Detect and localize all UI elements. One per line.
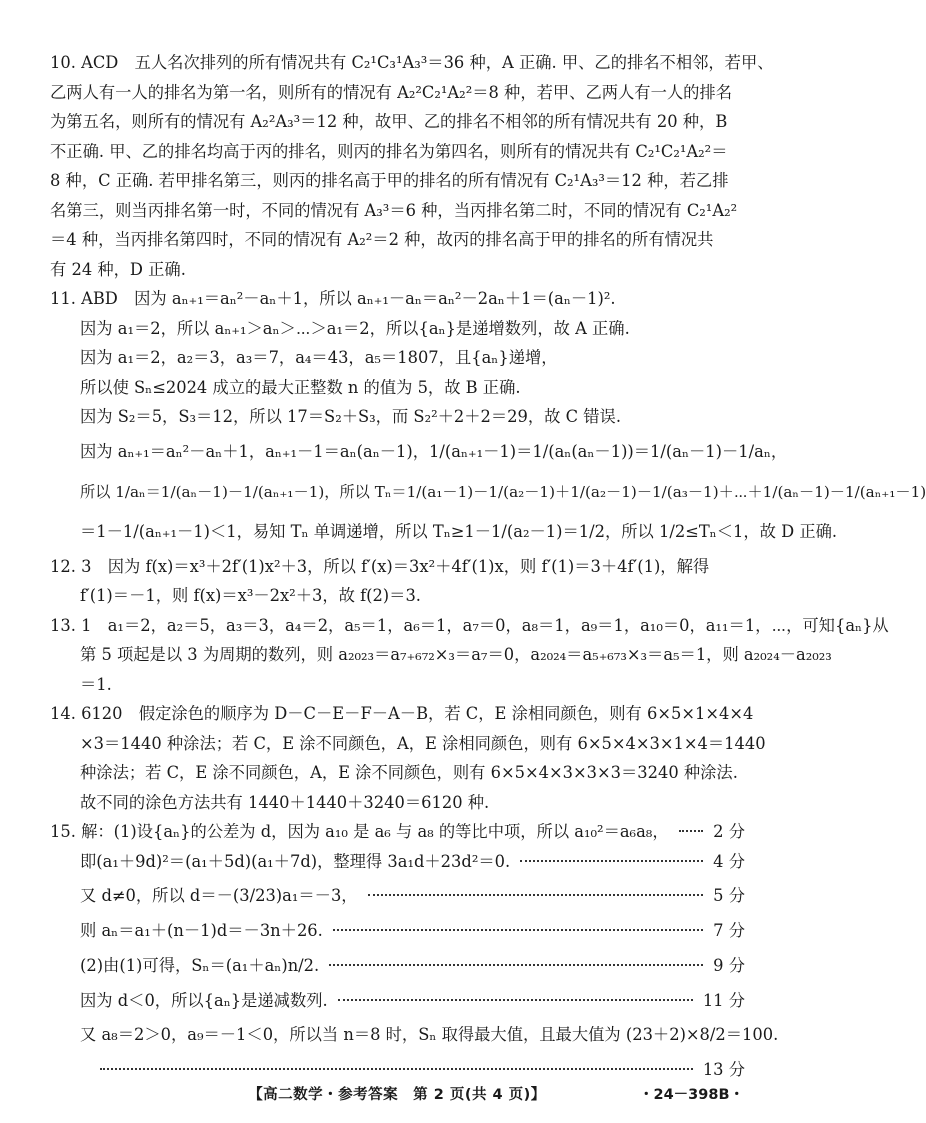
q11-line: 11. ABD 因为 aₙ₊₁＝aₙ²－aₙ＋1，所以 aₙ₊₁－aₙ＝aₙ²－2aₙ＋1＝(aₙ－1)². [50,289,616,308]
q10-line: 为第五名，则所有的情况有 A₂²A₃³＝12 种，故甲、乙的排名不相邻的所有情况共有 20 种，B [50,112,728,131]
q15-row-text: 即(a₁＋9d)²＝(a₁＋5d)(a₁＋7d)，整理得 3a₁d＋23d²＝0. [80,851,511,871]
q12-line: 12. 3 因为 f(x)＝x³＋2f′(1)x²＋3，所以 f′(x)＝3x²＋4f′(1)x，则 f′(1)＝3＋4f′(1)，解得 [50,556,710,576]
q15-score-row [50,1015,779,1055]
question-11-block [50,284,926,552]
q15-row-text: (2)由(1)可得，Sₙ＝(a₁＋aₙ)n/2. [80,955,320,975]
answer-content [50,48,926,1085]
q15-score-row [50,876,745,916]
q14-line: 故不同的涂色方法共有 1440＋1440＋3240＝6120 种. [80,792,490,812]
q11-line: 所以 1/aₙ＝1/(aₙ－1)－1/(aₙ₊₁－1)，所以 Tₙ＝1/(a₁－1)－1/(a₂－1)＋1/(a₂－1)－1/(a₃－1)＋⋯＋1/(aₙ－1)－1/(aₙ₊₁－1) [80,482,926,501]
q11-line: 因为 aₙ₊₁＝aₙ²－aₙ＋1，aₙ₊₁－1＝aₙ(aₙ－1)，1/(aₙ₊₁－1)＝1/(aₙ(aₙ－1))＝1/(aₙ－1)－1/aₙ， [80,441,788,461]
footer-code: ・24－398B・ [639,1087,744,1103]
question-15-block [50,817,779,1085]
page-footer [0,1083,794,1113]
q12-line: f′(1)＝－1，则 f(x)＝x³－2x²＋3，故 f(2)＝3. [80,586,421,605]
leader-dots [333,929,703,931]
q15-row-points: 4 分 [713,851,745,871]
leader-dots [368,894,704,896]
q15-row-points: 5 分 [713,886,745,905]
q10-line: ＝4 种，当丙排名第四时，不同的情况有 A₂²＝2 种，故丙的排名高于甲的排名的所有情况共 [50,230,714,249]
q15-score-row [50,817,745,847]
q13-line: ＝1. [80,674,112,694]
leader-dots [100,1068,693,1070]
q15-row-text: 又 a₈＝2＞0，a₉＝－1＜0，所以当 n＝8 时，Sₙ 取得最大值，且最大值为 (23＋2)×8/2＝100. [80,1025,779,1044]
q13-line: 第 5 项起是以 3 为周期的数列，则 a₂₀₂₃＝a₇₊₆₇₂×₃＝a₇＝0，a₂₀₂₄＝a₅₊₆₇₃×₃＝a₅＝1，则 a₂₀₂₄－a₂₀₂₃ [80,645,832,664]
q10-line: 10. ACD 五人名次排列的所有情况共有 C₂¹C₃¹A₃³＝36 种，A 正确. 甲、乙的排名不相邻，若甲、 [50,53,774,72]
q15-row-text: 又 d≠0，所以 d＝－(3/23)a₁＝－3， [80,886,358,905]
q10-line: 有 24 种，D 正确. [50,259,186,279]
q10-line: 乙两人有一人的排名为第一名，则所有的情况有 A₂²C₂¹A₂²＝8 种，若甲、乙两人有一人的排名 [50,82,732,102]
q11-line: 因为 S₂＝5，S₃＝12，所以 17＝S₂＋S₃，而 S₂²＋2＋2＝29，故 C 错误. [80,407,622,426]
question-10-block [50,48,774,284]
q15-row-points: 11 分 [702,990,745,1010]
q10-line: 8 种，C 正确. 若甲排名第三，则丙的排名高于甲的排名的所有情况有 C₂¹A₃³＝12 种，若乙排 [50,171,729,190]
q10-line: 名第三，则当丙排名第一时，不同的情况有 A₃³＝6 种，当丙排名第二时，不同的情况有 C₂¹A₂² [50,200,738,220]
leader-dots [679,830,704,832]
q11-line: ＝1－1/(aₙ₊₁－1)＜1，易知 Tₙ 单调递增，所以 Tₙ≥1－1/(a₂－1)＝1/2，所以 1/2≤Tₙ＜1，故 D 正确. [80,521,838,541]
q15-row-points: 7 分 [713,921,745,940]
q15-row-points: 2 分 [713,822,745,841]
q15-score-row [50,986,745,1016]
q14-line: ×3＝1440 种涂法；若 C，E 涂不同颜色，A，E 涂相同颜色，则有 6×5×4×3×1×4＝1440 [80,733,766,753]
q15-score-row [50,847,745,877]
q15-row-text: 15. 解：(1)设{aₙ}的公差为 d，因为 a₁₀ 是 a₆ 与 a₈ 的等比中项，所以 a₁₀²＝a₆a₈， [50,822,669,841]
question-14-block [50,699,766,817]
q15-row-text: 则 aₙ＝a₁＋(n－1)d＝－3n＋26. [80,921,323,940]
leader-dots [520,860,703,862]
q15-score-row [50,946,745,986]
leader-dots [329,964,703,966]
q11-line: 因为 a₁＝2，所以 aₙ₊₁＞aₙ＞⋯＞a₁＝2，所以{aₙ}是递增数列，故 A 正确. [80,318,630,338]
q15-row-points: 9 分 [713,955,745,975]
q13-line: 13. 1 a₁＝2，a₂＝5，a₃＝3，a₄＝2，a₅＝1，a₆＝1，a₇＝0，a₈＝1，a₉＝1，a₁₀＝0，a₁₁＝1，⋯，可知{aₙ}从 [50,615,889,635]
q15-score-row [50,1055,745,1085]
q14-line: 种涂法；若 C，E 涂不同颜色，A，E 涂不同颜色，则有 6×5×4×3×3×3＝3240 种涂法. [80,763,738,782]
q10-line: 不正确. 甲、乙的排名均高于丙的排名，则丙的排名为第四名，则所有的情况共有 C₂¹C₂¹A₂²＝ [50,141,728,161]
q15-score-row [50,916,745,946]
q15-row-text: 因为 d＜0，所以{aₙ}是递减数列. [80,990,328,1010]
question-13-block [50,611,889,700]
leader-dots [338,999,693,1001]
footer-title: 【高二数学・参考答案 第 2 页(共 4 页)】 [248,1087,546,1103]
question-12-block [50,552,745,611]
q14-line: 14. 6120 假定涂色的顺序为 D－C－E－F－A－B，若 C，E 涂相同颜色，则有 6×5×1×4×4 [50,704,754,723]
q11-line: 所以使 Sₙ≤2024 成立的最大正整数 n 的值为 5，故 B 正确. [80,377,521,397]
q15-row-points: 13 分 [702,1060,745,1079]
q11-line: 因为 a₁＝2，a₂＝3，a₃＝7，a₄＝43，a₅＝1807，且{aₙ}递增， [80,348,558,367]
